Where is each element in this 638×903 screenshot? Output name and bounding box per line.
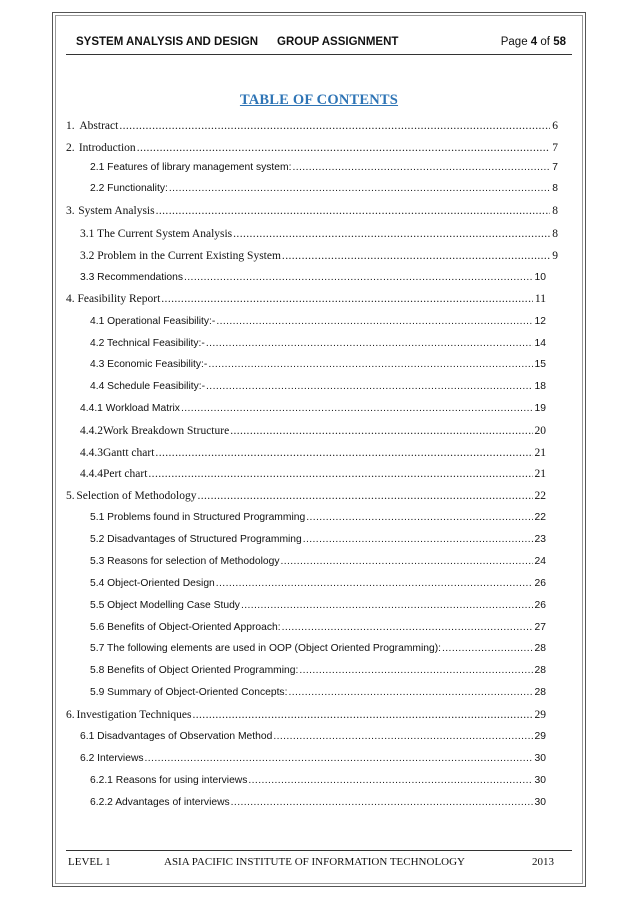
toc-entry-page: 8 [552, 205, 558, 217]
toc-entry[interactable] [90, 183, 558, 199]
toc-entry-title: 5.1 Problems found in Structured Programming [90, 512, 306, 523]
toc-entry-page: 30 [534, 797, 546, 808]
toc-entry-page: 11 [534, 293, 546, 305]
toc-entry[interactable] [90, 643, 546, 659]
toc-entry-page: 28 [534, 665, 546, 676]
toc-dot-leader [155, 447, 532, 459]
toc-dot-leader [306, 512, 532, 523]
toc-entry[interactable] [90, 600, 546, 616]
toc-entry-number: 5. [66, 490, 75, 502]
toc-dot-leader [241, 600, 533, 611]
toc-entry[interactable] [80, 228, 558, 244]
toc-entry-title: 2.1 Features of library management system: [90, 162, 292, 173]
toc-entry[interactable] [66, 120, 558, 136]
toc-entry[interactable] [80, 272, 546, 288]
toc-entry-page: 30 [534, 775, 546, 786]
header-assignment-type: GROUP ASSIGNMENT [277, 36, 399, 48]
toc-entry-page: 19 [534, 403, 546, 414]
header-course-title: SYSTEM ANALYSIS AND DESIGN [76, 36, 259, 48]
footer-level: LEVEL 1 [68, 856, 111, 868]
toc-entry-title: Introduction [78, 142, 136, 154]
footer-divider [66, 850, 572, 851]
toc-entry[interactable] [90, 775, 546, 791]
toc-dot-leader [206, 381, 532, 392]
toc-entry-title: Feasibility Report [77, 293, 161, 305]
toc-entry-number: 6. [66, 709, 75, 721]
toc-entry-page: 12 [534, 316, 546, 327]
toc-dot-leader [292, 162, 550, 173]
toc-entry[interactable] [66, 490, 546, 506]
toc-dot-leader [216, 316, 532, 327]
header-page-total: 58 [553, 36, 566, 48]
header-page-prefix: Page [500, 36, 528, 48]
toc-dot-leader [303, 534, 533, 545]
toc-entry-page: 21 [534, 468, 546, 480]
toc-entry[interactable] [66, 709, 546, 725]
toc-dot-leader [280, 556, 532, 567]
header-page-current: 4 [530, 36, 538, 48]
header-page-number [501, 36, 566, 48]
toc-entry-page: 29 [534, 709, 546, 721]
toc-dot-leader [230, 425, 532, 437]
toc-entry-page: 27 [534, 622, 546, 633]
toc-entry-page: 28 [534, 687, 546, 698]
toc-dot-leader [231, 797, 533, 808]
toc-entry-title: 5.7 The following elements are used in OOP (Object Oriented Programming): [90, 643, 442, 654]
toc-entry-title: 5.5 Object Modelling Case Study [90, 600, 240, 611]
toc-entry-page: 20 [534, 425, 546, 437]
toc-entry-page: 23 [534, 534, 546, 545]
toc-entry-number: 4. [66, 293, 75, 305]
toc-entry[interactable] [80, 447, 546, 463]
toc-entry-title: Investigation Techniques [76, 709, 192, 721]
toc-entry-page: 14 [534, 338, 546, 349]
toc-dot-leader [145, 753, 533, 764]
toc-entry[interactable] [90, 316, 546, 332]
toc-dot-leader [299, 665, 532, 676]
toc-entry-page: 24 [534, 556, 546, 567]
toc-entry-page: 29 [534, 731, 546, 742]
toc-entry[interactable] [90, 578, 546, 594]
toc-entry-title: Selection of Methodology [76, 490, 197, 502]
toc-entry-title: 4.2 Technical Feasibility:- [90, 338, 205, 349]
toc-entry[interactable] [80, 468, 546, 484]
toc-entry[interactable] [80, 753, 546, 769]
toc-entry-number: 3. [66, 205, 75, 217]
toc-entry-title: 4.1 Operational Feasibility:- [90, 316, 216, 327]
toc-entry-title: 4.4.1 Workload Matrix [80, 403, 180, 414]
toc-entry-title: 2.2 Functionality: [90, 183, 168, 194]
toc-entry-page: 22 [534, 512, 546, 523]
toc-entry-title: Work Breakdown Structure [103, 425, 230, 437]
toc-entry-title: 6.2.1 Reasons for using interviews [90, 775, 248, 786]
toc-entry-page: 26 [534, 578, 546, 589]
toc-dot-leader [148, 468, 532, 480]
toc-entry-page: 28 [534, 643, 546, 654]
toc-entry[interactable] [80, 250, 558, 266]
toc-dot-leader [156, 205, 551, 217]
toc-dot-leader [206, 338, 533, 349]
toc-dot-leader [119, 120, 550, 132]
toc-entry-title: 6.2.2 Advantages of interviews [90, 797, 230, 808]
toc-dot-leader [161, 293, 533, 305]
toc-entry-title: 5.6 Benefits of Object-Oriented Approach: [90, 622, 281, 633]
toc-entry[interactable] [90, 622, 546, 638]
toc-dot-leader [282, 250, 550, 262]
toc-entry-number: 1. [66, 120, 75, 132]
toc-entry[interactable] [90, 534, 546, 550]
toc-entry-page: 6 [552, 120, 558, 132]
toc-dot-leader [192, 709, 532, 721]
toc-entry[interactable] [90, 687, 546, 703]
toc-entry-title: System Analysis [78, 205, 155, 217]
toc-entry-page: 9 [552, 250, 558, 262]
toc-entry[interactable] [66, 142, 558, 158]
toc-entry-number: 4.4.4 [80, 468, 103, 480]
footer-institute: ASIA PACIFIC INSTITUTE OF INFORMATION TECHNOLOGY [164, 856, 465, 868]
toc-entry-title: 4.4 Schedule Feasibility:- [90, 381, 206, 392]
footer-year: 2013 [532, 856, 554, 868]
toc-dot-leader [181, 403, 533, 414]
toc-entry-page: 30 [534, 753, 546, 764]
toc-dot-leader [137, 142, 551, 154]
toc-entry[interactable] [80, 425, 546, 441]
toc-entry-page: 26 [534, 600, 546, 611]
toc-entry-number: 4.4.2 [80, 425, 103, 437]
toc-dot-leader [208, 359, 532, 370]
toc-entry[interactable] [90, 797, 546, 813]
toc-entry[interactable] [90, 512, 546, 528]
toc-dot-leader [282, 622, 533, 633]
toc-entry[interactable] [66, 293, 546, 309]
toc-entry-page: 8 [552, 228, 558, 240]
toc-entry-page: 7 [552, 142, 558, 154]
toc-entry-title: 3.1 The Current System Analysis [80, 228, 233, 240]
toc-entry-page: 7 [552, 162, 558, 173]
toc-entry-number: 4.4.3 [80, 447, 103, 459]
toc-entry-title: 5.2 Disadvantages of Structured Programming [90, 534, 302, 545]
toc-entry-page: 18 [534, 381, 546, 392]
toc-entry-title: 5.8 Benefits of Object Oriented Programming: [90, 665, 299, 676]
toc-entry[interactable] [90, 556, 546, 572]
toc-entry-title: 6.2 Interviews [80, 753, 144, 764]
toc-dot-leader [288, 687, 532, 698]
toc-dot-leader [216, 578, 533, 589]
toc-entry-page: 10 [534, 272, 546, 283]
toc-entry-title: 5.4 Object-Oriented Design [90, 578, 215, 589]
toc-entry[interactable] [90, 665, 546, 681]
toc-entry-title: Gantt chart [103, 447, 155, 459]
toc-heading: TABLE OF CONTENTS [239, 92, 399, 108]
toc-dot-leader [248, 775, 532, 786]
toc-dot-leader [273, 731, 532, 742]
toc-entry[interactable] [66, 205, 558, 221]
toc-dot-leader [184, 272, 533, 283]
toc-dot-leader [197, 490, 532, 502]
toc-entry-title: 5.3 Reasons for selection of Methodology [90, 556, 280, 567]
toc-entry-title: 6.1 Disadvantages of Observation Method [80, 731, 273, 742]
toc-dot-leader [169, 183, 550, 194]
toc-dot-leader [233, 228, 550, 240]
toc-entry-page: 15 [534, 359, 546, 370]
toc-entry[interactable] [90, 338, 546, 354]
toc-entry-title: 5.9 Summary of Object-Oriented Concepts: [90, 687, 288, 698]
toc-entry-title: Abstract [79, 120, 119, 132]
toc-dot-leader [442, 643, 533, 654]
toc-entry[interactable] [90, 359, 546, 375]
toc-entry-title: 4.3 Economic Feasibility:- [90, 359, 208, 370]
toc-entry[interactable] [90, 381, 546, 397]
toc-entry-title: Pert chart [103, 468, 148, 480]
header-page-of: of [540, 36, 550, 48]
toc-entry-title: 3.3 Recommendations [80, 272, 184, 283]
toc-entry-title: 3.2 Problem in the Current Existing System [80, 250, 281, 262]
toc-entry[interactable] [80, 731, 546, 747]
toc-entry[interactable] [80, 403, 546, 419]
header-divider [66, 54, 572, 55]
toc-entry[interactable] [90, 162, 558, 178]
toc-entry-page: 21 [534, 447, 546, 459]
toc-entry-page: 22 [534, 490, 546, 502]
toc-entry-page: 8 [552, 183, 558, 194]
toc-entry-number: 2. [66, 142, 75, 154]
